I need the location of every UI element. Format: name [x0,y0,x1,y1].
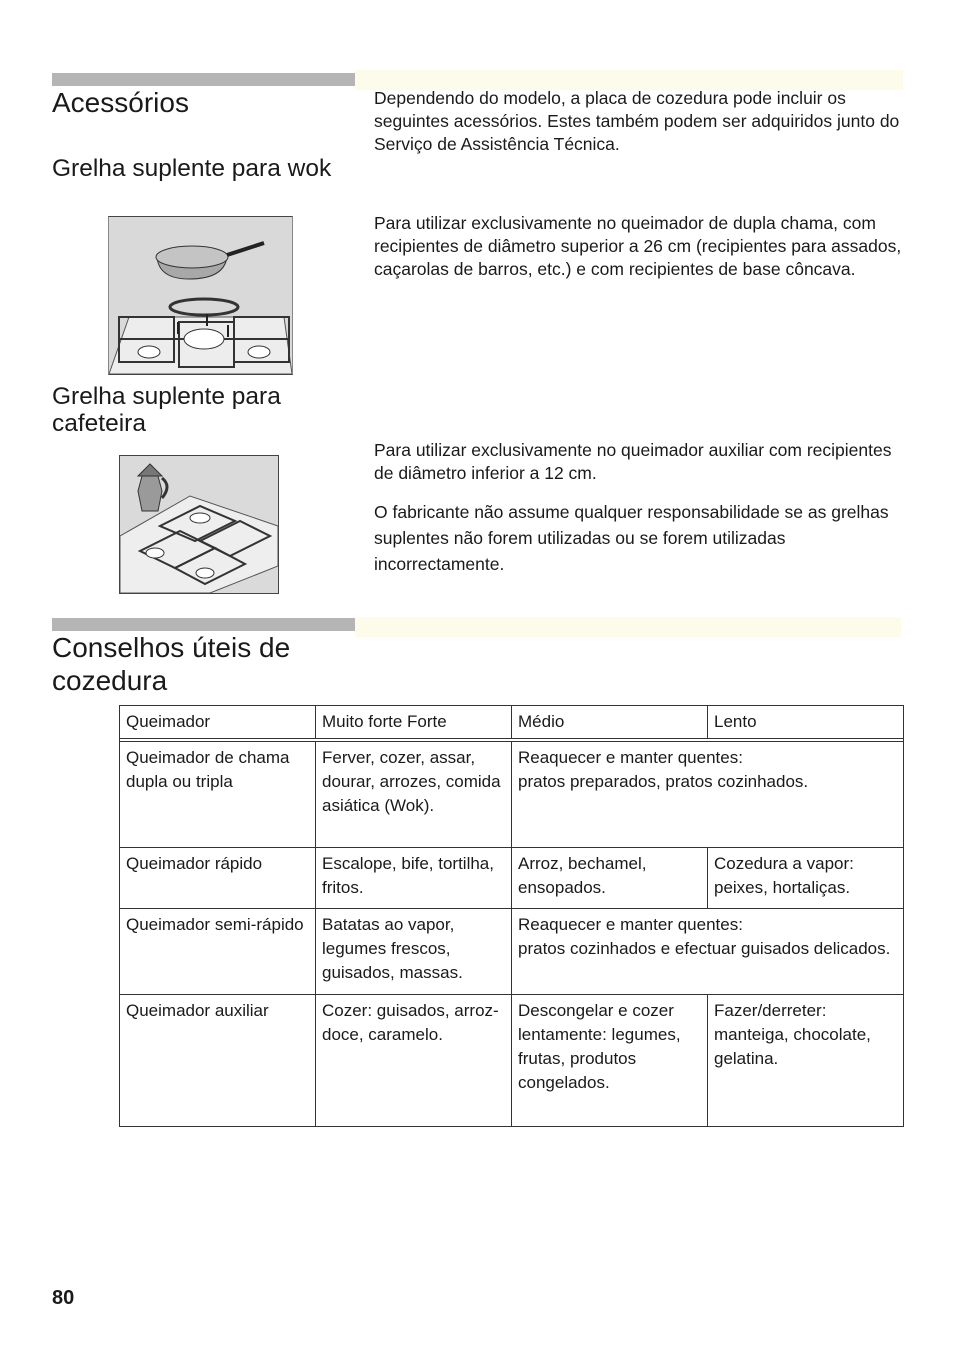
wok-description: Para utilizar exclusivamente no queimador de dupla chama, com recipientes de diâmetro superior a 26 cm (recipientes para assados, caçarolas de barros, etc.) e com recipientes de base côncava. [374,213,902,279]
table-row [120,742,904,848]
table-header-row [120,706,904,739]
burner-cell: Queimador semi-rápido [120,909,316,995]
header-cell: Médio [512,706,708,739]
table-row [120,909,904,995]
section-title-accessories: Acessórios [52,87,189,118]
wok-heading: Grelha suplente para wok [52,155,332,182]
coffee-description: Para utilizar exclusivamente no queimador auxiliar com recipientes de diâmetro inferior a 12 cm. [374,440,892,483]
strong-cell: Cozer: guisados, arroz-doce, caramelo. [316,995,512,1127]
section-bar-highlight [355,617,901,637]
accessories-intro: Dependendo do modelo, a placa de cozedura pode incluir os seguintes acessórios. Estes também podem ser adquiridos junto do Serviço de Assistência Técnica. [374,88,900,154]
header-cell: Muito forte Forte [316,706,512,739]
medium-cell: Arroz, bechamel, ensopados. [512,848,708,909]
section-title-cooking-tips: Conselhos úteis de cozedura [52,632,291,696]
burner-cell: Queimador rápido [120,848,316,909]
strong-cell: Batatas ao vapor, legumes frescos, guisados, massas. [316,909,512,995]
medium-slow-cell: Reaquecer e manter quentes: pratos preparados, pratos cozinhados. [512,742,904,848]
medium-slow-cell: Reaquecer e manter quentes: pratos cozinhados e efectuar guisados delicados. [512,909,904,995]
medium-cell: Descongelar e cozer lentamente: legumes, frutas, produtos congelados. [512,995,708,1127]
header-cell: Lento [708,706,904,739]
burner-cell: Queimador auxiliar [120,995,316,1127]
table-row [120,848,904,909]
burner-cell: Queimador de chama dupla ou tripla [120,742,316,848]
page-number: 80 [52,1287,75,1309]
section-bar [52,618,355,631]
slow-cell: Cozedura a vapor: peixes, hortaliças. [708,848,904,909]
manufacturer-note: O fabricante não assume qualquer responsabilidade se as grelhas suplentes não forem utilizadas ou se forem utilizadas incorrectamente. [374,502,889,574]
table-row [120,995,904,1127]
cooking-table [119,705,904,1127]
strong-cell: Ferver, cozer, assar, dourar, arrozes, comida asiática (Wok). [316,742,512,848]
slow-cell: Fazer/derreter: manteiga, chocolate, gelatina. [708,995,904,1127]
coffee-heading: Grelha suplente para cafeteira [52,383,281,437]
wok-grate-illustration [108,216,293,375]
coffee-grate-illustration [119,455,279,594]
strong-cell: Escalope, bife, tortilha, fritos. [316,848,512,909]
header-cell: Queimador [120,706,316,739]
section-bar [52,73,355,86]
